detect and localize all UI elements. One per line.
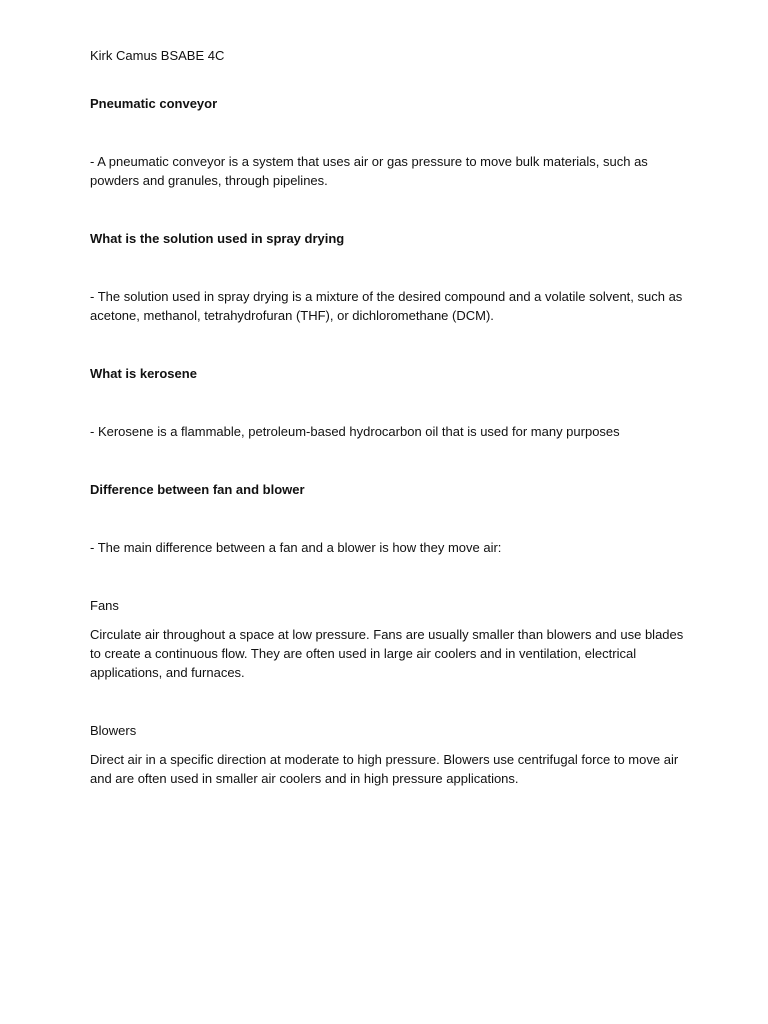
blowers-text: Direct air in a specific direction at moderate to high pressure. Blowers use centrifugal force to move air and are often used in smaller air coolers and in high pressure applications. <box>90 752 679 786</box>
section-answer-fan-vs-blower: - The main difference between a fan and a blower is how they move air: <box>90 540 502 555</box>
section-heading-fan-vs-blower: Difference between fan and blower <box>90 482 305 497</box>
blowers-title: Blowers <box>90 723 137 738</box>
fans-title: Fans <box>90 598 119 613</box>
document-body <box>90 46 690 827</box>
section-heading-kerosene: What is kerosene <box>90 366 197 381</box>
author-line: Kirk Camus BSABE 4C <box>90 48 225 63</box>
section-heading-spray-drying: What is the solution used in spray drying <box>90 231 345 246</box>
fans-text: Circulate air throughout a space at low pressure. Fans are usually smaller than blowers and use blades to create a continuous flow. They are often used in large air coolers and in ventilation, electrical applications, and furnaces. <box>90 627 684 680</box>
section-answer-pneumatic-conveyor: - A pneumatic conveyor is a system that uses air or gas pressure to move bulk materials, such as powders and granules, through pipelines. <box>90 154 648 188</box>
section-answer-kerosene: - Kerosene is a flammable, petroleum-based hydrocarbon oil that is used for many purposes <box>90 424 620 439</box>
section-heading-pneumatic-conveyor: Pneumatic conveyor <box>90 96 218 111</box>
section-answer-spray-drying: - The solution used in spray drying is a mixture of the desired compound and a volatile solvent, such as acetone, methanol, tetrahydrofuran (THF), or dichloromethane (DCM). <box>90 289 683 323</box>
